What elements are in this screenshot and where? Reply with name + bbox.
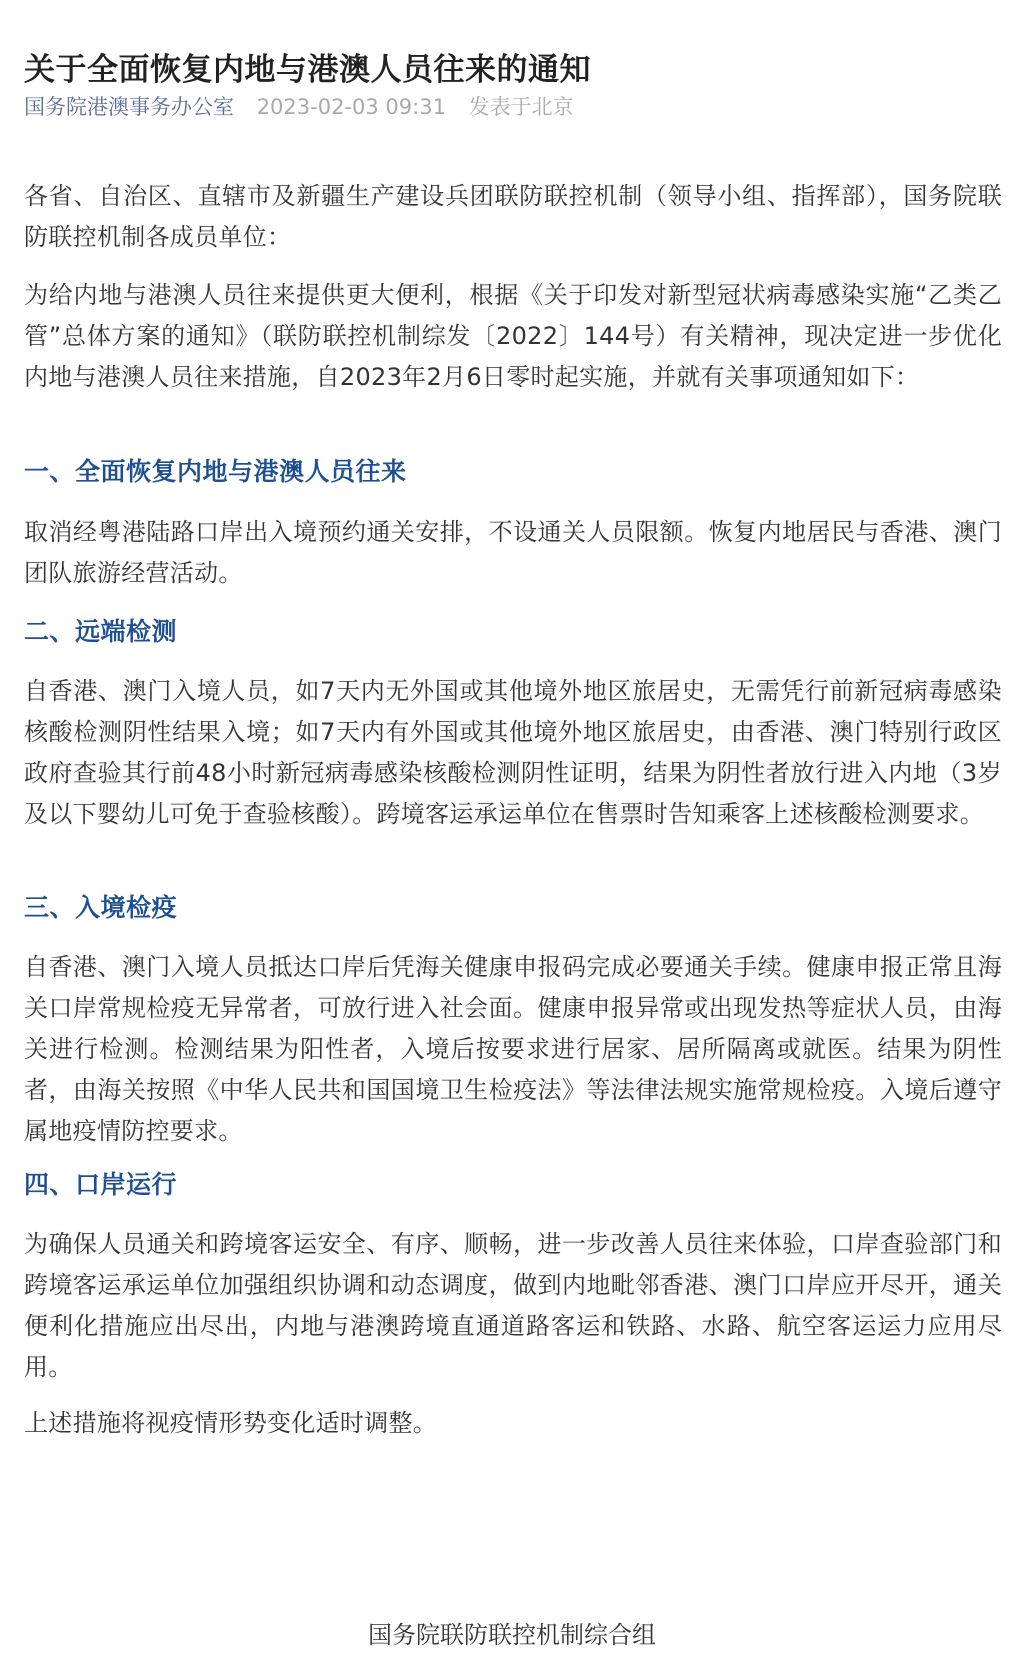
section-text-3: 自香港、澳门入境人员抵达口岸后凭海关健康申报码完成必要通关手续。健康申报正常且海关口岸常规检疫无异常者，可放行进入社会面。健康申报异常或出现发热等症状人员，由海关进行检测。检测结果为阳性者，入境后按要求进行居家、居所隔离或就医。结果为阴性者，由海关按照《中华人民共和国国境卫生检疫法》等法律法规实施常规检疫。入境后遵守属地疫情防控要求。 — [24, 953, 1002, 1145]
section-text-2: 自香港、澳门入境人员，如7天内无外国或其他境外地区旅居史，无需凭行前新冠病毒感染核酸检测阴性结果入境；如7天内有外国或其他境外地区旅居史，由香港、澳门特别行政区政府查验其行前48小时新冠病毒感染核酸检测阴性证明，结果为阴性者放行进入内地（3岁及以下婴幼儿可免于查验核酸）。跨境客运承运单位在售票时告知乘客上述核酸检测要求。 — [24, 677, 1002, 828]
section-text-1: 取消经粤港陆路口岸出入境预约通关安排，不设通关人员限额。恢复内地居民与香港、澳门团队旅游经营活动。 — [24, 518, 1002, 587]
publish-location: 发表于北京 — [468, 95, 574, 119]
section-heading-2: 二、远端检测 — [24, 617, 178, 646]
addressee-paragraph: 各省、自治区、直辖市及新疆生产建设兵团联防联控机制（领导小组、指挥部），国务院联防联控机制各成员单位： — [24, 182, 1002, 251]
publish-time: 2023-02-03 09:31 — [256, 95, 446, 119]
section-heading-4: 四、口岸运行 — [24, 1170, 178, 1199]
author-link[interactable]: 国务院港澳事务办公室 — [24, 95, 234, 119]
intro-paragraph: 为给内地与港澳人员往来提供更大便利，根据《关于印发对新型冠状病毒感染实施“乙类乙管”总体方案的通知》（联防联控机制综发〔2022〕144号）有关精神，现决定进一步优化内地与港澳人员往来措施，自2023年2月6日零时起实施，并就有关事项通知如下： — [24, 281, 1002, 391]
signature: 国务院联防联控机制综合组 — [368, 1621, 656, 1649]
section-heading-1: 一、全面恢复内地与港澳人员往来 — [24, 457, 407, 486]
section-text-4: 为确保人员通关和跨境客运安全、有序、顺畅，进一步改善人员往来体验，口岸查验部门和跨境客运承运单位加强组织协调和动态调度，做到内地毗邻香港、澳门口岸应开尽开，通关便利化措施应出尽出，内地与港澳跨境直通道路客运和铁路、水路、航空客运运力应用尽用。 — [24, 1230, 1002, 1381]
closing-paragraph: 上述措施将视疫情形势变化适时调整。 — [24, 1409, 438, 1437]
article-meta — [24, 92, 590, 122]
article-title: 关于全面恢复内地与港澳人员往来的通知 — [24, 51, 591, 88]
section-heading-3: 三、入境检疫 — [24, 893, 178, 922]
